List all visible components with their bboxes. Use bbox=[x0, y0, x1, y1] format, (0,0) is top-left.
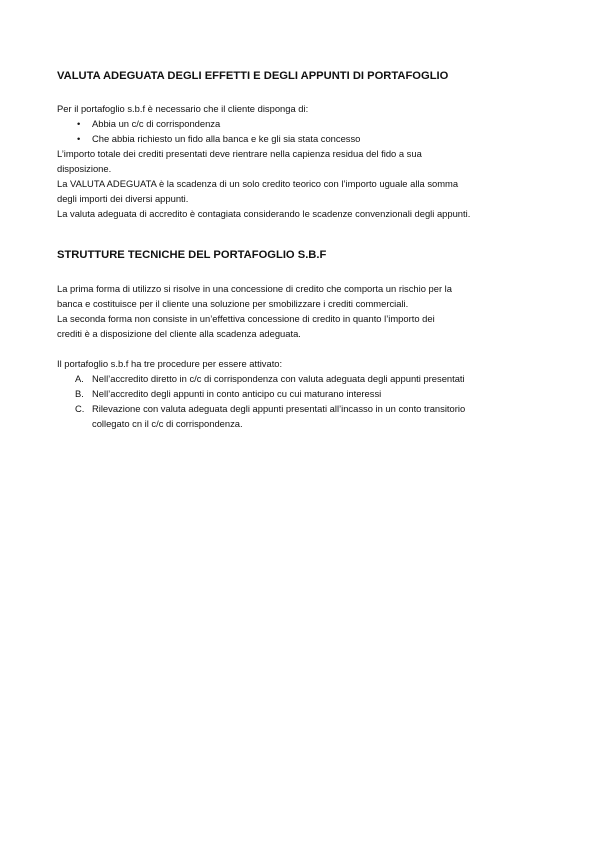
list-marker: C. bbox=[75, 403, 85, 414]
paragraph-line: disposizione. bbox=[57, 163, 112, 174]
bullet-icon: • bbox=[77, 118, 81, 129]
paragraph-line: Per il portafoglio s.b.f è necessario che il cliente disponga di: bbox=[57, 103, 309, 114]
section-body-strutture-tecniche bbox=[57, 281, 547, 341]
bullet-icon: • bbox=[77, 133, 81, 144]
paragraph-line: La VALUTA ADEGUATA è la scadenza di un solo credito teorico con l’importo uguale alla somma bbox=[57, 178, 459, 189]
list-marker: A. bbox=[75, 373, 84, 384]
list-item bbox=[57, 116, 547, 131]
section-title-valuta-adeguata: VALUTA ADEGUATA DEGLI EFFETTI E DEGLI APPUNTI DI PORTAFOGLIO bbox=[57, 70, 449, 82]
paragraph-line: banca e costituisce per il cliente una soluzione per smobilizzare i crediti commerciali. bbox=[57, 298, 409, 309]
list-item-text: Che abbia richiesto un fido alla banca e ke gli sia stata concesso bbox=[92, 133, 361, 144]
list-item bbox=[57, 401, 547, 431]
section-title-strutture-tecniche: STRUTTURE TECNICHE DEL PORTAFOGLIO S.B.F bbox=[57, 249, 327, 261]
procedures-list bbox=[57, 371, 547, 431]
paragraph-line: crediti è a disposizione del cliente alla scadenza adeguata. bbox=[57, 328, 301, 339]
list-item-text: Nell’accredito diretto in c/c di corrispondenza con valuta adeguata degli appunti presentati bbox=[92, 373, 465, 384]
paragraph-line: La prima forma di utilizzo si risolve in una concessione di credito che comporta un rischio per la bbox=[57, 283, 452, 294]
requirements-list bbox=[57, 116, 547, 146]
list-item bbox=[57, 386, 547, 401]
paragraph-line: L’importo totale dei crediti presentati deve rientrare nella capienza residua del fido a sua bbox=[57, 148, 422, 159]
section-body-valuta-adeguata bbox=[57, 101, 547, 221]
list-item-text: Rilevazione con valuta adeguata degli appunti presentati all’incasso in un conto transitorio bbox=[92, 403, 466, 414]
procedures-block bbox=[57, 356, 547, 431]
paragraph-line: Il portafoglio s.b.f ha tre procedure per essere attivato: bbox=[57, 358, 283, 369]
list-item-text: Abbia un c/c di corrispondenza bbox=[92, 118, 221, 129]
list-item bbox=[57, 371, 547, 386]
paragraph-line: La valuta adeguata di accredito è contagiata considerando le scadenze convenzionali degli appunti. bbox=[57, 208, 471, 219]
list-item bbox=[57, 131, 547, 146]
paragraph-line: La seconda forma non consiste in un’effettiva concessione di credito in quanto l’importo dei bbox=[57, 313, 435, 324]
list-item-text: Nell’accredito degli appunti in conto anticipo cu cui maturano interessi bbox=[92, 388, 382, 399]
paragraph-line: degli importi dei diversi appunti. bbox=[57, 193, 189, 204]
list-item-text: collegato cn il c/c di corrispondenza. bbox=[92, 418, 243, 429]
list-marker: B. bbox=[75, 388, 84, 399]
